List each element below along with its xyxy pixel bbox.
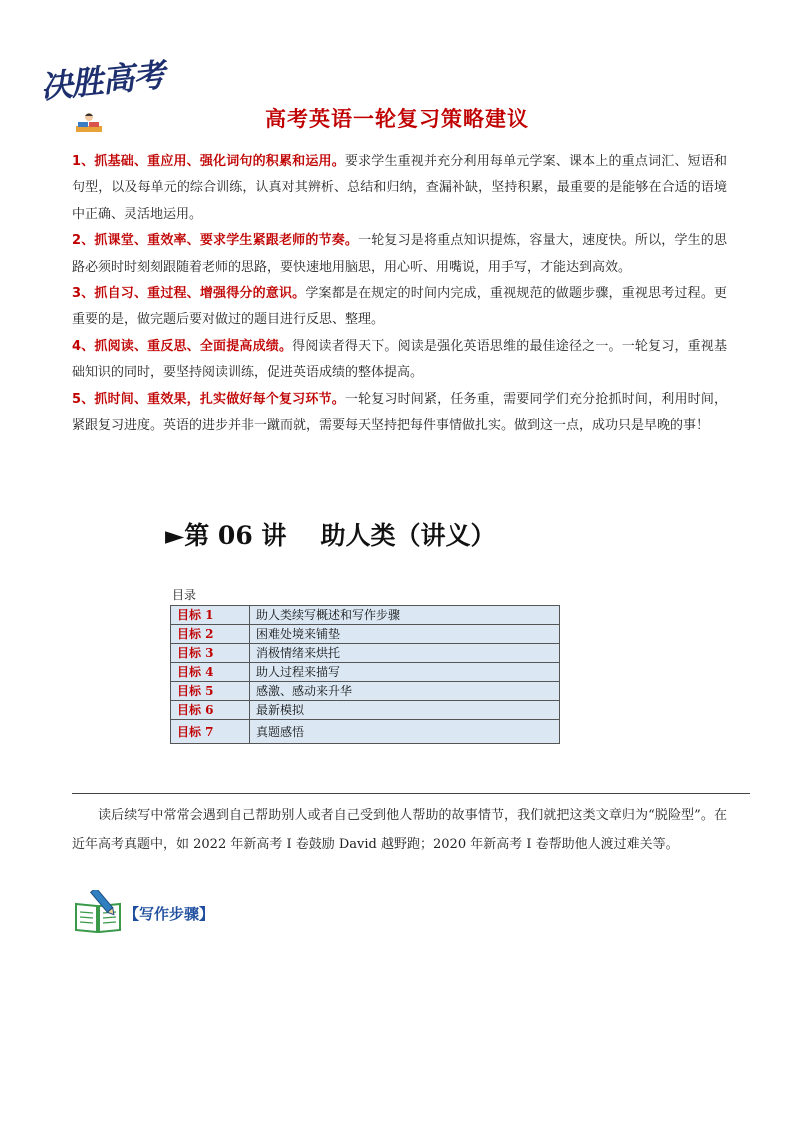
- tip-heading: 1、抓基础、重应用、强化词句的积累和运用。: [72, 154, 345, 169]
- table-row[interactable]: [171, 663, 560, 682]
- table-of-contents: [170, 605, 560, 744]
- toc-key: 目标 3: [171, 644, 250, 663]
- tip-item: [72, 149, 727, 228]
- tip-item: [72, 228, 727, 281]
- toc-value: 最新模拟: [250, 701, 560, 720]
- toc-value: 消极情绪来烘托: [250, 644, 560, 663]
- toc-value: 助人过程来描写: [250, 663, 560, 682]
- tip-body: 得阅读者得天下。阅读是强化英语思维的最佳途径之一。一轮复习，重视基础知识的同时，要坚持阅读训练，促进英语成绩的整体提高。: [72, 338, 727, 381]
- tip-body: 学案都是在规定的时间内完成，重视规范的做题步骤，重视思考过程。更重要的是，做完题后要对做过的题目进行反思、整理。: [72, 286, 727, 328]
- tip-item: [72, 281, 727, 334]
- toc-value: 感激、感动来升华: [250, 682, 560, 701]
- table-row[interactable]: [171, 682, 560, 701]
- lecture-number: ►第 06 讲: [165, 521, 287, 550]
- tip-heading: 5、抓时间、重效果，扎实做好每个复习环节。: [72, 391, 345, 407]
- toc-key: 目标 6: [171, 701, 250, 720]
- divider: [72, 793, 750, 794]
- tip-item: [72, 334, 727, 387]
- toc-key: 目标 5: [171, 682, 250, 701]
- book-pen-icon: [74, 890, 122, 934]
- table-row[interactable]: [171, 720, 560, 744]
- toc-key: 目标 2: [171, 625, 250, 644]
- table-row[interactable]: [171, 625, 560, 644]
- tip-heading: 3、抓自习、重过程、增强得分的意识。: [72, 286, 306, 302]
- toc-value: 真题感悟: [250, 720, 560, 744]
- section-heading-writing-steps: 【写作步骤】: [124, 905, 215, 923]
- toc-value: 助人类续写概述和写作步骤: [250, 606, 560, 625]
- lecture-title: [165, 516, 495, 552]
- toc-value: 困难处境来铺垫: [250, 625, 560, 644]
- tip-body: 要求学生重视并充分利用每单元学案、课本上的重点词汇、短语和句型，以及每单元的综合训练，认真对其辨析、总结和归纳，查漏补缺，坚持积累，最重要的是能够在合适的语境中正确、灵活地运用。: [72, 154, 727, 222]
- tip-heading: 4、抓阅读、重反思、全面提高成绩。: [72, 338, 293, 354]
- logo-text: 决胜高考: [38, 55, 166, 107]
- table-row[interactable]: [171, 644, 560, 663]
- tip-body: 一轮复习是将重点知识提炼，容量大，速度快。所以，学生的思路必须时时刻刻跟随着老师的思路，要快速地用脑思，用心听、用嘴说，用手写，才能达到高效。: [72, 233, 727, 275]
- table-row[interactable]: [171, 701, 560, 720]
- toc-label: 目录: [172, 588, 197, 602]
- toc-key: 目标 7: [171, 720, 250, 744]
- document-title: 高考英语一轮复习策略建议: [265, 107, 529, 131]
- intro-paragraph: 读后续写中常常会遇到自己帮助别人或者自己受到他人帮助的故事情节，我们就把这类文章归为“脱险型”。在近年高考真题中，如 2022 年新高考 I 卷鼓励 David 越野跑；2020 年新高考 I 卷帮助他人渡过难关等。: [72, 808, 727, 852]
- toc-key: 目标 1: [171, 606, 250, 625]
- strategy-tips: [72, 149, 727, 439]
- lecture-topic: 助人类（讲义）: [320, 521, 496, 550]
- tip-body: 一轮复习时间紧，任务重，需要同学们充分抢抓时间，利用时间，紧跟复习进度。英语的进步并非一蹴而就，需要每天坚持把每件事情做扎实。做到这一点，成功只是早晚的事！: [72, 391, 727, 434]
- toc-key: 目标 4: [171, 663, 250, 682]
- tip-heading: 2、抓课堂、重效率、要求学生紧跟老师的节奏。: [72, 233, 359, 249]
- table-row[interactable]: [171, 606, 560, 625]
- tip-item: [72, 387, 727, 440]
